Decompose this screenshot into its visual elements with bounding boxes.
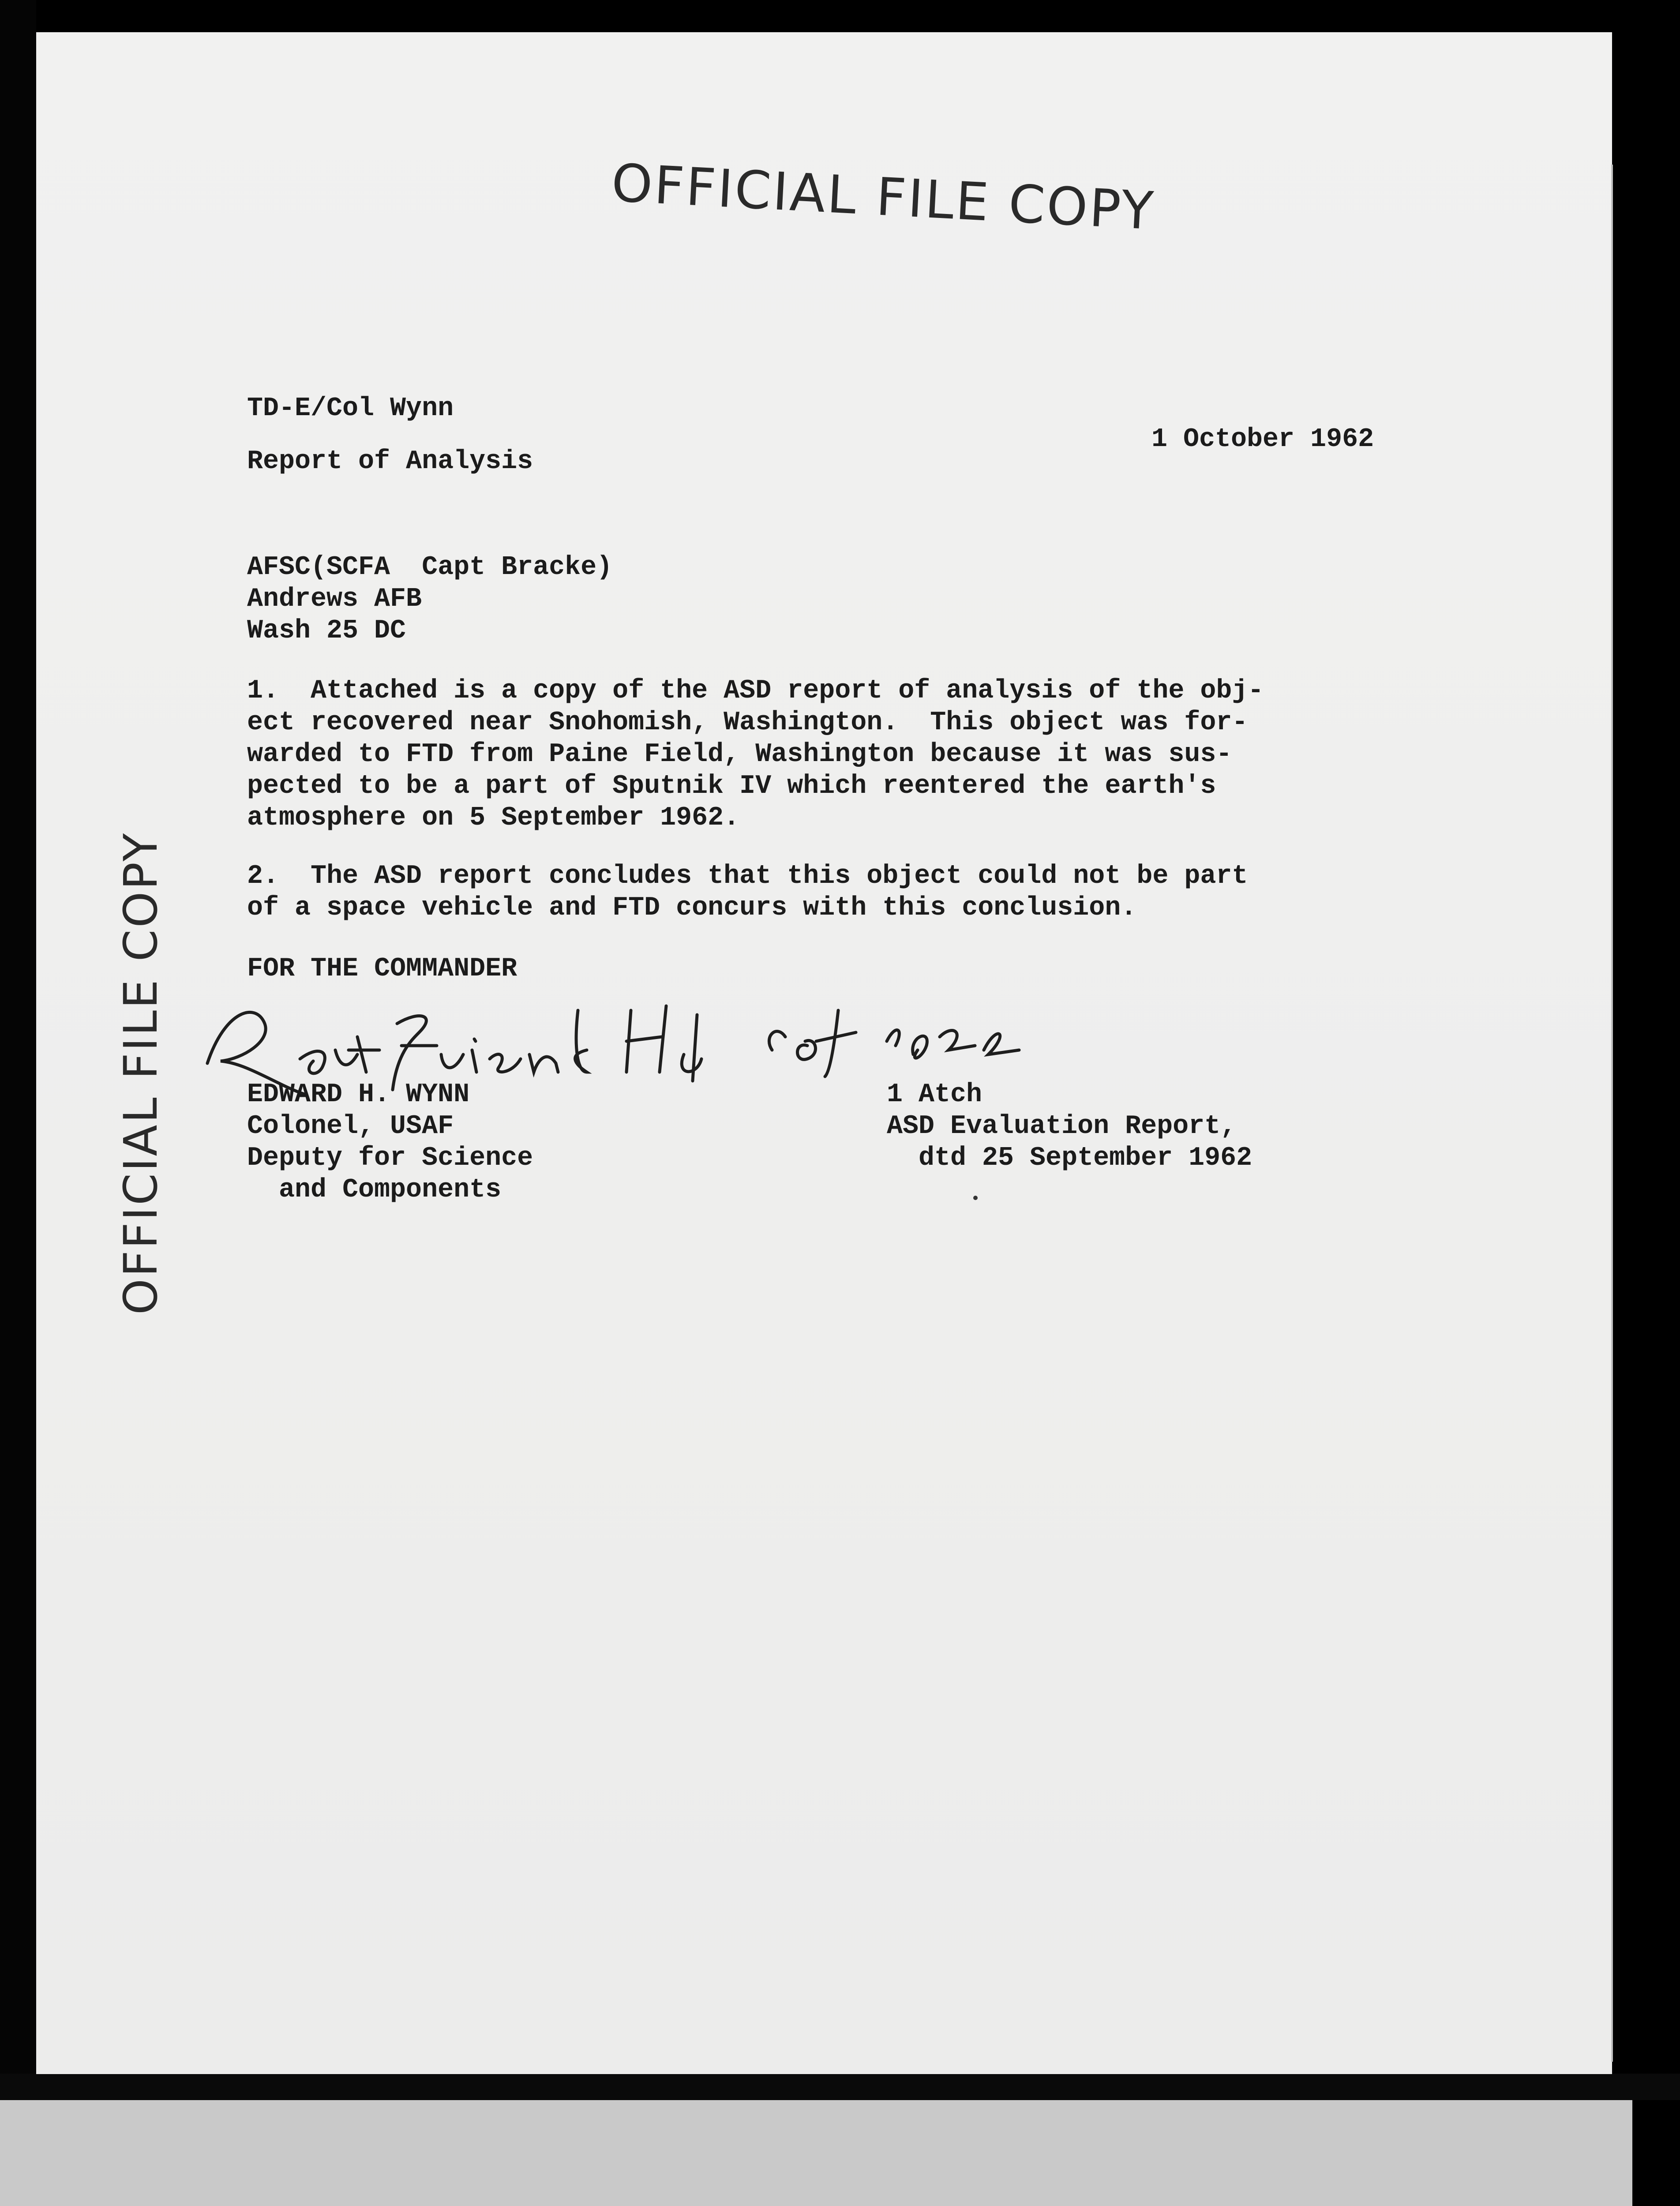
letter-date: 1 October 1962 xyxy=(1151,424,1374,454)
official-file-copy-stamp-top: OFFICIAL FILE COPY xyxy=(610,152,1157,242)
page-edge-rule xyxy=(1611,165,1613,2062)
paragraph-1 xyxy=(247,675,1264,834)
signer-name: EDWARD H. WYNN xyxy=(247,1080,470,1110)
closing-line: FOR THE COMMANDER xyxy=(247,954,518,984)
addressee-line: AFSC(SCFA Capt Bracke) xyxy=(247,552,613,582)
official-file-copy-stamp-side: OFFICIAL FILE COPY xyxy=(114,831,168,1315)
signer-rank: Colonel, USAF xyxy=(247,1111,454,1141)
attachment-count: 1 Atch xyxy=(887,1080,982,1110)
paragraph-line: of a space vehicle and FTD concurs with this conclusion. xyxy=(247,893,1137,923)
signer-title: Deputy for Science xyxy=(247,1143,533,1173)
underlying-sheet xyxy=(0,2100,1632,2206)
signer-title: and Components xyxy=(247,1175,502,1205)
scan-border-bottom xyxy=(0,2074,1680,2100)
paragraph-line: ect recovered near Snohomish, Washington. This object was for- xyxy=(247,708,1248,738)
paragraph-line: pected to be a part of Sputnik IV which reentered the earth's xyxy=(247,771,1216,801)
addressee-line: Wash 25 DC xyxy=(247,616,406,646)
paragraph-line: 1. Attached is a copy of the ASD report of analysis of the obj- xyxy=(247,676,1264,706)
paragraph-line: warded to FTD from Paine Field, Washington because it was sus- xyxy=(247,739,1232,769)
signature-block xyxy=(247,1079,533,1206)
attachment-line: dtd 25 September 1962 xyxy=(887,1143,1252,1173)
paragraph-line: atmosphere on 5 September 1962. xyxy=(247,803,740,833)
addressee-line: Andrews AFB xyxy=(247,584,422,614)
paragraph-2 xyxy=(247,860,1248,924)
subject-line: Report of Analysis xyxy=(247,446,533,476)
ink-dot xyxy=(973,1196,978,1200)
attachment-line: ASD Evaluation Report, xyxy=(887,1111,1237,1141)
addressee-block xyxy=(247,552,612,647)
office-line: TD-E/Col Wynn xyxy=(247,394,454,424)
attachment-block xyxy=(887,1079,1252,1174)
scan-border-left xyxy=(0,0,36,2100)
paragraph-line: 2. The ASD report concludes that this object could not be part xyxy=(247,861,1248,891)
